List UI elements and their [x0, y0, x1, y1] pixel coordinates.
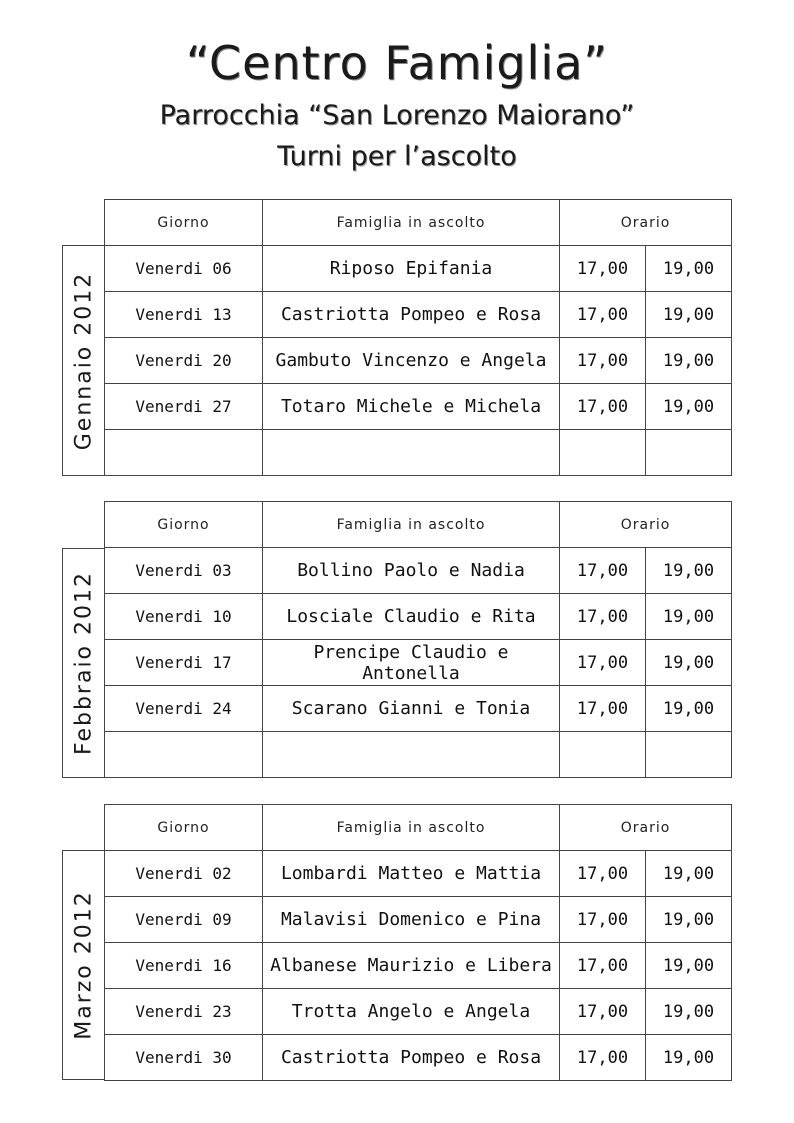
month-label-box: [62, 850, 104, 1080]
start-time-cell: 17,00: [560, 246, 646, 292]
month-label: Marzo 2012: [71, 890, 96, 1040]
header-giorno: Giorno: [105, 805, 263, 851]
end-time-cell: 19,00: [646, 338, 732, 384]
table-row: [105, 246, 732, 292]
start-time-cell: [560, 732, 646, 778]
family-cell: Bollino Paolo e Nadia: [263, 548, 560, 594]
start-time-cell: 17,00: [560, 989, 646, 1035]
day-cell: Venerdi 23: [105, 989, 263, 1035]
header-famiglia: Famiglia in ascolto: [263, 200, 560, 246]
family-cell: Castriotta Pompeo e Rosa: [263, 292, 560, 338]
start-time-cell: 17,00: [560, 384, 646, 430]
header-orario: Orario: [560, 502, 732, 548]
family-cell: [263, 430, 560, 476]
end-time-cell: 19,00: [646, 246, 732, 292]
start-time-cell: [560, 430, 646, 476]
end-time-cell: 19,00: [646, 292, 732, 338]
end-time-cell: 19,00: [646, 1035, 732, 1081]
day-cell: Venerdi 16: [105, 943, 263, 989]
start-time-cell: 17,00: [560, 594, 646, 640]
day-cell: Venerdi 02: [105, 851, 263, 897]
month-label-box: [62, 245, 104, 476]
start-time-cell: 17,00: [560, 548, 646, 594]
day-cell: Venerdi 27: [105, 384, 263, 430]
month-label: Gennaio 2012: [71, 271, 96, 450]
family-cell: Malavisi Domenico e Pina: [263, 897, 560, 943]
end-time-cell: 19,00: [646, 640, 732, 686]
month-label: Febbraio 2012: [71, 571, 96, 755]
table-row: [105, 732, 732, 778]
schedule-table: [104, 501, 732, 778]
end-time-cell: 19,00: [646, 686, 732, 732]
family-cell: Prencipe Claudio e Antonella: [263, 640, 560, 686]
end-time-cell: 19,00: [646, 594, 732, 640]
page-title: “Centro Famiglia”: [185, 36, 609, 90]
table-row: [105, 594, 732, 640]
day-cell: Venerdi 10: [105, 594, 263, 640]
family-cell: Scarano Gianni e Tonia: [263, 686, 560, 732]
end-time-cell: [646, 732, 732, 778]
day-cell: Venerdi 09: [105, 897, 263, 943]
table-row: [105, 851, 732, 897]
day-cell: Venerdi 13: [105, 292, 263, 338]
start-time-cell: 17,00: [560, 338, 646, 384]
family-cell: Lombardi Matteo e Mattia: [263, 851, 560, 897]
end-time-cell: 19,00: [646, 548, 732, 594]
family-cell: [263, 732, 560, 778]
header-famiglia: Famiglia in ascolto: [263, 502, 560, 548]
day-cell: Venerdi 17: [105, 640, 263, 686]
table-row: [105, 640, 732, 686]
table-row: [105, 1035, 732, 1081]
day-cell: Venerdi 20: [105, 338, 263, 384]
header-orario: Orario: [560, 805, 732, 851]
day-cell: Venerdi 30: [105, 1035, 263, 1081]
table-row: [105, 292, 732, 338]
family-cell: Castriotta Pompeo e Rosa: [263, 1035, 560, 1081]
start-time-cell: 17,00: [560, 943, 646, 989]
day-cell: [105, 732, 263, 778]
page-subtitle-2: Turni per l’ascolto: [277, 141, 517, 172]
month-label-box: [62, 548, 104, 778]
header-giorno: Giorno: [105, 502, 263, 548]
family-cell: Riposo Epifania: [263, 246, 560, 292]
day-cell: Venerdi 03: [105, 548, 263, 594]
table-row: [105, 943, 732, 989]
header-orario: Orario: [560, 200, 732, 246]
table-row: [105, 548, 732, 594]
header-giorno: Giorno: [105, 200, 263, 246]
family-cell: Albanese Maurizio e Libera: [263, 943, 560, 989]
table-header-row: [105, 200, 732, 246]
start-time-cell: 17,00: [560, 1035, 646, 1081]
day-cell: Venerdi 06: [105, 246, 263, 292]
table-row: [105, 897, 732, 943]
table-header-row: [105, 502, 732, 548]
end-time-cell: 19,00: [646, 897, 732, 943]
day-cell: Venerdi 24: [105, 686, 263, 732]
table-row: [105, 384, 732, 430]
family-cell: Gambuto Vincenzo e Angela: [263, 338, 560, 384]
table-row: [105, 989, 732, 1035]
table-header-row: [105, 805, 732, 851]
day-cell: [105, 430, 263, 476]
family-cell: Trotta Angelo e Angela: [263, 989, 560, 1035]
schedule-table: [104, 199, 732, 476]
table-row: [105, 686, 732, 732]
start-time-cell: 17,00: [560, 897, 646, 943]
header-famiglia: Famiglia in ascolto: [263, 805, 560, 851]
end-time-cell: 19,00: [646, 989, 732, 1035]
start-time-cell: 17,00: [560, 640, 646, 686]
end-time-cell: 19,00: [646, 943, 732, 989]
table-row: [105, 338, 732, 384]
end-time-cell: 19,00: [646, 851, 732, 897]
start-time-cell: 17,00: [560, 686, 646, 732]
page-subtitle: Parrocchia “San Lorenzo Maiorano”: [159, 100, 635, 131]
start-time-cell: 17,00: [560, 851, 646, 897]
start-time-cell: 17,00: [560, 292, 646, 338]
schedule-table: [104, 804, 732, 1081]
end-time-cell: [646, 430, 732, 476]
end-time-cell: 19,00: [646, 384, 732, 430]
family-cell: Totaro Michele e Michela: [263, 384, 560, 430]
table-row: [105, 430, 732, 476]
family-cell: Losciale Claudio e Rita: [263, 594, 560, 640]
